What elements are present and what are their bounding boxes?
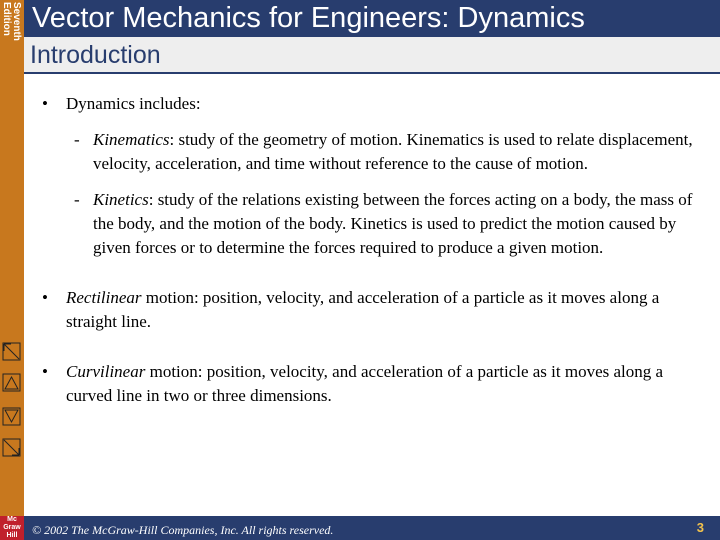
bullet-curvilinear: [38, 360, 698, 408]
curvilinear-term: Curvilinear: [66, 362, 146, 381]
kinematics-term: Kinematics: [93, 130, 170, 149]
kinetics-text: : study of the relations existing between the forces acting on a body, the mass of the body, and the motion of the body. Kinetics is used to predict the motion caused by given forces or to determine the forces required to produce a given motion.: [93, 190, 693, 257]
logo-line-1: Mc: [7, 516, 17, 523]
logo-line-2: Graw: [3, 524, 21, 531]
header-bar: [24, 0, 720, 37]
last-slide-icon: [0, 436, 24, 460]
mcgraw-hill-logo: [0, 516, 24, 540]
previous-slide-icon: [0, 371, 24, 395]
footer-bar: [24, 516, 720, 540]
bullet-dynamics: [38, 92, 698, 116]
rectilinear-text: motion: position, velocity, and acceleration of a particle as it moves along a straight line.: [66, 288, 660, 331]
dash-mark: -: [74, 190, 80, 209]
bullet-icon: •: [42, 362, 48, 381]
logo-line-3: Hill: [6, 532, 18, 539]
sub-bullet-kinetics: [38, 188, 698, 260]
copyright-notice: © 2002 The McGraw-Hill Companies, Inc. All rights reserved.: [32, 523, 334, 537]
next-slide-button[interactable]: [0, 405, 24, 429]
sub-bullet-kinematics: [38, 128, 698, 176]
bullet-icon: •: [42, 94, 48, 113]
section-bar: [24, 37, 720, 74]
bullet-rectilinear: [38, 286, 698, 334]
bullet-text: Dynamics includes:: [66, 94, 201, 113]
previous-slide-button[interactable]: [0, 371, 24, 395]
bullet-icon: •: [42, 288, 48, 307]
last-slide-button[interactable]: [0, 436, 24, 460]
book-title: Vector Mechanics for Engineers: Dynamics: [32, 2, 585, 34]
edition-label: [0, 0, 24, 60]
kinetics-term: Kinetics: [93, 190, 149, 209]
section-title: Introduction: [30, 41, 161, 69]
next-slide-icon: [0, 405, 24, 429]
page-number: 3: [696, 520, 704, 535]
first-slide-icon: [0, 340, 24, 364]
slide-content: [38, 92, 698, 408]
edition-line-1: Seventh: [11, 2, 22, 41]
curvilinear-text: motion: position, velocity, and acceleration of a particle as it moves along a curved line in two or three dimensions.: [66, 362, 664, 405]
dash-mark: -: [74, 130, 80, 149]
first-slide-button[interactable]: [0, 340, 24, 364]
kinematics-text: : study of the geometry of motion. Kinematics is used to relate displacement, velocity, acceleration, and time without reference to the cause of motion.: [93, 130, 693, 173]
rectilinear-term: Rectilinear: [66, 288, 142, 307]
edition-line-2: Edition: [1, 2, 12, 36]
